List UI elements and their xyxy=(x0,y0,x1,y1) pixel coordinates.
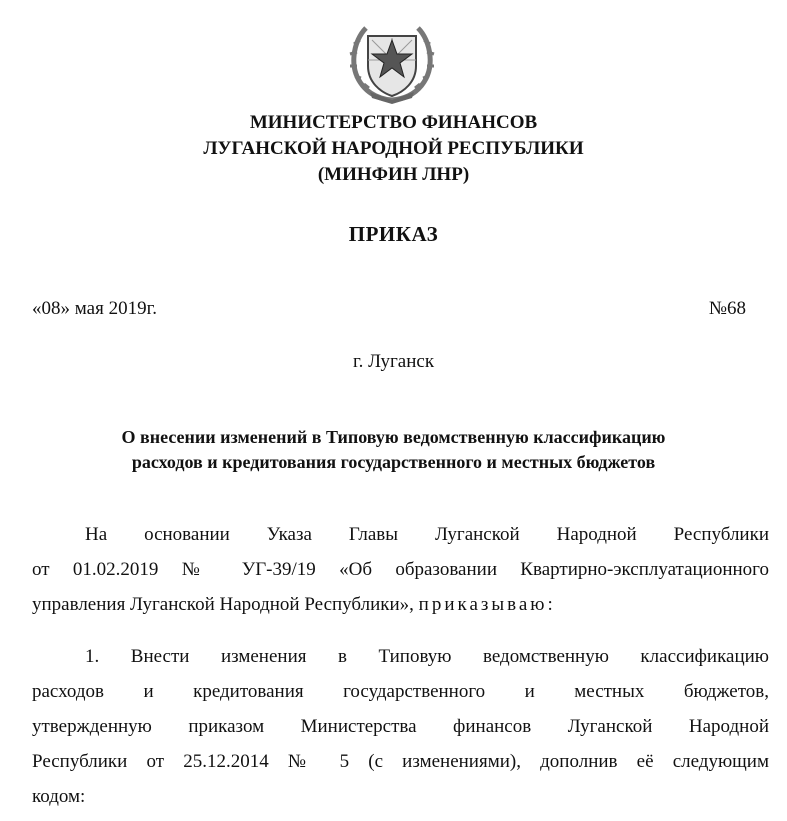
paragraph-line: от 01.02.2019 № УГ-39/19 «Об образовании Квартирно-эксплуатационного xyxy=(32,559,769,580)
document-city: г. Луганск xyxy=(352,351,435,372)
paragraph-line: Республики от 25.12.2014 № 5 (с изменениями), дополнив её следующим xyxy=(32,751,769,772)
document-number: №68 xyxy=(708,298,746,319)
paragraph-line: кодом: xyxy=(32,786,86,807)
document-date: «08» мая 2019г. xyxy=(32,298,157,319)
state-emblem-icon xyxy=(346,20,438,104)
ministry-abbreviation: (МИНФИН ЛНР) xyxy=(317,164,470,185)
paragraph-line: расходов и кредитования государственного и местных бюджетов, xyxy=(32,681,769,702)
order-word-spaced: приказываю: xyxy=(418,594,556,615)
date-number-row xyxy=(32,298,746,320)
paragraph-line: 1. Внести изменения в Типовую ведомственную классификацию xyxy=(85,646,769,667)
ministry-name-line1: МИНИСТЕРСТВО ФИНАНСОВ xyxy=(249,112,538,133)
paragraph-line xyxy=(32,587,769,622)
paragraph-line: утвержденную приказом Министерства финансов Луганской Народной xyxy=(32,716,769,737)
paragraph-item-1 xyxy=(32,639,769,814)
paragraph-basis xyxy=(32,517,769,622)
ministry-header xyxy=(0,110,787,188)
document-subject xyxy=(0,425,787,475)
subject-line: О внесении изменений в Типовую ведомственную классификацию xyxy=(121,427,666,447)
document-type-title: ПРИКАЗ xyxy=(348,222,439,246)
paragraph-line-text: управления Луганской Народной Республики», xyxy=(32,594,414,615)
ministry-name-line2: ЛУГАНСКОЙ НАРОДНОЙ РЕСПУБЛИКИ xyxy=(203,138,584,159)
subject-line: расходов и кредитования государственного и местных бюджетов xyxy=(131,452,656,472)
paragraph-line: На основании Указа Главы Луганской Народной Республики xyxy=(85,524,769,545)
